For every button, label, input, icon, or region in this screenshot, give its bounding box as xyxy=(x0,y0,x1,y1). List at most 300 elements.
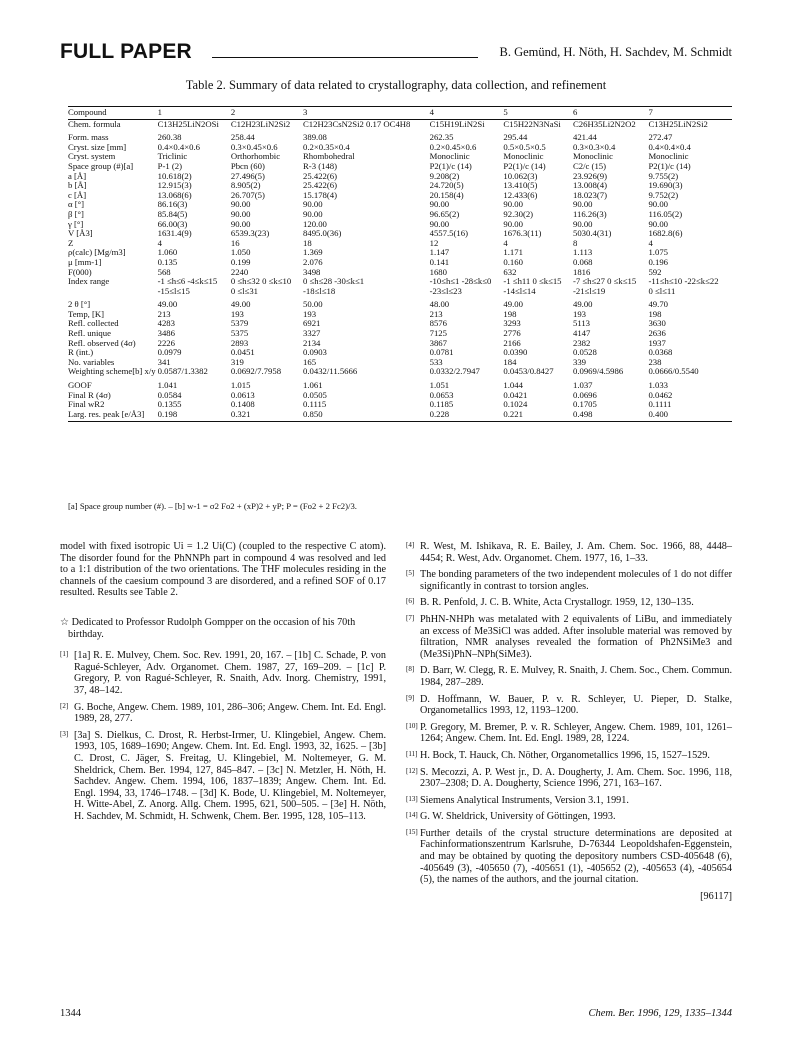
table-cell: 0.0368 xyxy=(648,347,673,358)
table-cell: 0.4×0.4×0.4 xyxy=(648,141,691,152)
table-cell: 193 xyxy=(230,308,244,319)
table-cell: 1.147 xyxy=(429,247,450,258)
table-cell: 25.422(6) xyxy=(303,180,338,191)
table-cell: 1816 xyxy=(572,266,591,277)
row-label: γ [°] xyxy=(68,218,84,229)
table-cell: 2893 xyxy=(230,337,249,348)
table-cell: 0 ≤l≤11 xyxy=(648,285,676,296)
table-cell: 568 xyxy=(157,266,171,277)
table-cell: 2636 xyxy=(648,328,666,339)
table-cell: 5030.4(31) xyxy=(572,228,612,239)
table-cell: Monoclinic xyxy=(572,151,614,162)
table-cell: Rhombohedral xyxy=(303,151,355,162)
table-cell: 0.1355 xyxy=(157,399,182,410)
table-cell: C12H23CsN2Si2 0.17 OC4H8 xyxy=(303,118,411,129)
table-cell: 0.221 xyxy=(503,410,573,422)
table-cell: -15≤l≤15 xyxy=(157,285,190,296)
table-cell: R-3 (148) xyxy=(303,160,338,171)
table-cell: 92.30(2) xyxy=(503,208,534,219)
table-cell: 13.410(5) xyxy=(503,180,538,191)
table-body xyxy=(68,119,732,422)
header-rule xyxy=(212,57,478,58)
table-cell: 0.0979 xyxy=(157,347,182,358)
table-cell: 0.498 xyxy=(573,410,648,422)
table-cell: 2226 xyxy=(157,337,175,348)
table-cell: 0.068 xyxy=(572,256,593,267)
table-cell: 1.369 xyxy=(303,247,323,258)
row-label: V [Å3] xyxy=(68,228,93,239)
table-header-row xyxy=(68,107,732,120)
reference-item xyxy=(60,702,386,725)
table-cell: 13.008(4) xyxy=(572,180,607,191)
table-cell: 2776 xyxy=(503,328,521,339)
table-cell: 9.755(2) xyxy=(648,170,679,181)
row-label: c [Å] xyxy=(68,189,87,200)
header-authors: B. Gemünd, H. Nöth, H. Sachdev, M. Schmidt xyxy=(499,45,732,59)
table-cell: 3293 xyxy=(503,318,521,329)
table-cell: -11≤h≤10 -22≤k≤22 xyxy=(648,276,719,287)
table-cell: 0.0451 xyxy=(230,347,255,358)
table-cell: 2240 xyxy=(230,266,249,277)
reference-list-left xyxy=(60,650,386,822)
table-cell: 0.135 xyxy=(157,256,178,267)
reference-number: [8] xyxy=(406,665,415,674)
table-cell: 15.178(4) xyxy=(303,189,338,200)
table-cell: -7 ≤h≤27 0 ≤k≤15 xyxy=(572,276,637,287)
reference-list-right xyxy=(406,541,732,886)
table-cell: 4 xyxy=(648,237,653,248)
table-cell: 6921 xyxy=(303,318,321,329)
reference-text: G. Boche, Angew. Chem. 1989, 101, 286–306; Angew. Chem. Int. Ed. Engl. 1989, 28, 277. xyxy=(74,701,386,725)
reference-number: [5] xyxy=(406,569,415,578)
reference-number: [13] xyxy=(406,794,418,803)
reference-item xyxy=(406,750,732,762)
table-cell: 18.023(7) xyxy=(572,189,607,200)
page-number: 1344 xyxy=(60,1008,81,1019)
row-label: b [Å] xyxy=(68,180,87,191)
reference-number: [12] xyxy=(406,766,418,775)
table-cell: 9.208(2) xyxy=(429,170,460,181)
reference-text: S. Mecozzi, A. P. West jr., D. A. Dougherty, J. Am. Chem. Soc. 1996, 118, 2307–2308; D. A. Dougherty, Science 1996, 271, 163–167. xyxy=(420,766,732,790)
table-cell: 262.35 xyxy=(429,132,454,143)
table-cell: 6539.3(23) xyxy=(230,228,270,239)
table-cell: 3867 xyxy=(429,337,447,348)
table-cell: 0.198 xyxy=(158,410,231,422)
table-cell: 0.1185 xyxy=(429,399,454,410)
left-column xyxy=(60,541,386,827)
row-label: Cryst. size [mm] xyxy=(68,141,127,152)
table-cell: 96.65(2) xyxy=(429,208,460,219)
table-cell: 90.00 xyxy=(648,199,668,210)
table-cell: 0.0528 xyxy=(572,347,597,358)
table-cell: 1676.3(11) xyxy=(503,228,542,239)
table-cell: 18 xyxy=(303,237,312,248)
table-cell: 421.44 xyxy=(572,132,597,143)
table-cell: 295.44 xyxy=(503,132,528,143)
reference-number: [1] xyxy=(60,650,69,659)
table-cell: 1680 xyxy=(429,266,447,277)
table-cell: 0.1111 xyxy=(648,399,672,410)
table-cell: 165 xyxy=(303,356,317,367)
table-cell: 1.051 xyxy=(429,380,450,391)
table-cell: 0.2×0.45×0.6 xyxy=(429,141,477,152)
row-label: 2 θ [°] xyxy=(68,299,91,310)
reference-text: G. W. Sheldrick, University of Göttingen, 1993. xyxy=(420,811,616,823)
crystallography-table xyxy=(68,106,732,422)
column-header: 1 xyxy=(158,107,231,120)
reference-item xyxy=(406,767,732,790)
table-cell: 5375 xyxy=(230,328,249,339)
table-cell: 25.422(6) xyxy=(303,170,338,181)
table-cell: 49.00 xyxy=(157,299,178,310)
reference-text: The bonding parameters of the two independent molecules of 1 do not differ significantly in contrast to torsion angles. xyxy=(420,569,732,592)
row-label: Final R (4σ) xyxy=(68,389,111,400)
table-cell: 0.0696 xyxy=(572,389,597,400)
table-cell: 2.076 xyxy=(303,256,323,267)
row-label: ρ(calc) [Mg/m3] xyxy=(68,247,126,258)
table-cell: 90.00 xyxy=(303,208,323,219)
table-cell: 533 xyxy=(429,356,443,367)
table-cell: 0 ≤h≤28 -30≤k≤1 xyxy=(303,276,365,287)
row-label: Index range xyxy=(68,276,110,287)
reference-item xyxy=(406,795,732,807)
table-cell: 8495.0(36) xyxy=(303,228,342,239)
table-cell: -23≤l≤23 xyxy=(429,285,462,296)
table-cell: 0.1024 xyxy=(503,399,528,410)
table-cell: 1.037 xyxy=(572,380,593,391)
table-cell: 1.050 xyxy=(230,247,251,258)
table-cell: 7125 xyxy=(429,328,447,339)
table-cell: 3498 xyxy=(303,266,321,277)
table-cell: 86.16(3) xyxy=(157,199,188,210)
table-cell: 0.400 xyxy=(648,410,732,422)
table-cell: 213 xyxy=(157,308,171,319)
table-cell: 1682.8(6) xyxy=(648,228,683,239)
table-cell: 0.0666/0.5540 xyxy=(648,366,699,377)
row-label: Refl. collected xyxy=(68,318,119,329)
row-label: Chem. formula xyxy=(68,118,121,129)
table-cell: 1.041 xyxy=(157,380,178,391)
table-cell: 49.00 xyxy=(572,299,593,310)
table-cell: C2/c (15) xyxy=(572,160,607,171)
table-cell: 0.4×0.4×0.6 xyxy=(157,141,200,152)
table-cell: 24.720(5) xyxy=(429,180,464,191)
table-cell: 4557.5(16) xyxy=(429,228,468,239)
table-cell: C15H22N3NaSi xyxy=(503,118,561,129)
table-cell: 0.0653 xyxy=(429,389,454,400)
row-label: μ [mm-1] xyxy=(68,256,102,267)
row-label: Final wR2 xyxy=(68,399,105,410)
reference-number: [7] xyxy=(406,613,415,622)
row-label: Temp, [K] xyxy=(68,308,105,319)
table-cell: 90.00 xyxy=(303,199,323,210)
reference-text: B. R. Penfold, J. C. B. White, Acta Crystallogr. 1959, 12, 130–135. xyxy=(420,597,694,609)
table-row xyxy=(68,229,732,239)
table-row xyxy=(68,287,732,297)
table-cell: 389.08 xyxy=(303,132,327,143)
table-cell: 8.905(2) xyxy=(230,180,261,191)
body-paragraph: model with fixed isotropic Ui = 1.2 Ui(C) (coupled to the respective C atom). The disorder found for the PhNNPh part in compound 4 was resolved and led to a 1:1 distribution of the two orientations. The THF molecules residing in the channels of the caesium compound 3 are disordered, and a refined SOF of 0.17 resulted. Results see Table 2. xyxy=(60,541,386,599)
table-cell: 116.26(3) xyxy=(572,208,607,219)
table-cell: 49.00 xyxy=(503,299,523,310)
table-cell: 90.00 xyxy=(572,199,593,210)
article-code: [96117] xyxy=(700,890,732,902)
table-cell: 1.015 xyxy=(230,380,251,391)
table-cell: 272.47 xyxy=(648,132,673,143)
table-cell: 26.707(5) xyxy=(230,189,265,200)
reference-text: PhHN-NHPh was metalated with 2 equivalents of LiBu, and immediately an excess of Me3SiCl was added. After insoluble material was removed by filtration, NMR analyses revealed the formation of Ph2NSiMe3 and (Me3Si)PhN–NPh(SiMe3). xyxy=(420,613,732,660)
table-cell: 85.84(5) xyxy=(157,208,188,219)
table-cell: 193 xyxy=(572,308,586,319)
table-cell: 5379 xyxy=(230,318,249,329)
table-cell: 2134 xyxy=(303,337,321,348)
column-header: 3 xyxy=(303,107,430,120)
table-cell: 0.0421 xyxy=(503,389,528,400)
table-cell: 9.752(2) xyxy=(648,189,679,200)
table-cell: 4283 xyxy=(157,318,175,329)
table-cell: 49.00 xyxy=(230,299,251,310)
reference-number: [15] xyxy=(406,827,418,836)
reference-text: D. Hoffmann, W. Bauer, P. v. R. Schleyer, U. Pieper, D. Stalke, Organometallics 1993, 12, 1193–1200. xyxy=(420,693,732,717)
reference-text: Further details of the crystal structure determinations are deposited at Fachinformationszentrum Karlsruhe, D-76344 Leopoldshafen-Eggenstein, and may be obtained by quoting the depository numbers CSD-405648 (6), -405649 (3), -405650 (7), -405651 (1), -405652 (2), -405653 (4), -405654 (5), the names of the authors, and the journal citation. xyxy=(420,827,732,886)
table-cell: 0.228 xyxy=(430,410,504,422)
table-cell: 184 xyxy=(503,356,517,367)
table-cell: 90.00 xyxy=(503,199,523,210)
row-label: β [°] xyxy=(68,208,84,219)
table-cell: 27.496(5) xyxy=(230,170,265,181)
reference-item xyxy=(60,650,386,696)
row-label: Refl. unique xyxy=(68,328,111,339)
section-label: FULL PAPER xyxy=(60,40,192,63)
table-cell: 0.0692/7.7958 xyxy=(230,366,282,377)
table-cell: 0.3×0.3×0.4 xyxy=(572,141,616,152)
table-cell: 0.0332/2.7947 xyxy=(429,366,480,377)
table-cell: 0.0781 xyxy=(429,347,454,358)
table-cell: 48.00 xyxy=(429,299,450,310)
reference-number: [4] xyxy=(406,541,415,549)
table-cell: 0.0432/11.5666 xyxy=(303,366,358,377)
table-cell: 0.0453/0.8427 xyxy=(503,366,554,377)
column-header: 4 xyxy=(430,107,504,120)
table-row xyxy=(68,129,732,143)
reference-number: [10] xyxy=(406,721,418,730)
row-label: Space group (#)[a] xyxy=(68,160,134,171)
table-cell: 90.00 xyxy=(572,218,593,229)
column-header: Compound xyxy=(68,107,158,120)
table-cell: 10.062(3) xyxy=(503,170,538,181)
table-cell: 1631.4(9) xyxy=(157,228,192,239)
row-label: α [°] xyxy=(68,199,84,210)
table-cell: 0.0462 xyxy=(648,389,673,400)
table-cell: 90.00 xyxy=(429,199,450,210)
table-row xyxy=(68,410,732,422)
table-cell: 198 xyxy=(503,308,517,319)
table-cell: 4147 xyxy=(572,328,591,339)
reference-item xyxy=(406,828,732,886)
table-cell: Monoclinic xyxy=(503,151,544,162)
reference-item xyxy=(406,694,732,717)
table-cell: 1.075 xyxy=(648,247,668,258)
reference-item xyxy=(406,569,732,592)
table-cell: 0.1115 xyxy=(303,399,327,410)
row-label: a [Å] xyxy=(68,170,87,181)
table-cell: P2(1)/c (14) xyxy=(503,160,546,171)
table-cell: 0.141 xyxy=(429,256,450,267)
table-cell: 0.196 xyxy=(648,256,668,267)
table-cell: C13H25LiN2OSi xyxy=(157,118,219,129)
table-cell: 20.158(4) xyxy=(429,189,464,200)
column-header: 7 xyxy=(648,107,732,120)
table-cell: 339 xyxy=(572,356,586,367)
table-cell: 0 ≤l≤31 xyxy=(230,285,259,296)
table-cell: 5113 xyxy=(572,318,591,329)
table-cell: 319 xyxy=(230,356,244,367)
table-cell: 260.38 xyxy=(157,132,182,143)
reference-text: R. West, M. Ishikava, R. E. Bailey, J. Am. Chem. Soc. 1966, 88, 4448–4454; R. West, Adv. Organomet. Chem. 1977, 16, 1–33. xyxy=(420,541,732,564)
reference-item xyxy=(406,541,732,564)
table-cell: 0.0584 xyxy=(157,389,182,400)
table-cell: 0.0505 xyxy=(303,389,327,400)
table-cell: 50.00 xyxy=(303,299,323,310)
row-label: Weighting scheme[b] x/y xyxy=(68,366,156,377)
table-row xyxy=(68,367,732,377)
table-cell: -10≤h≤1 -28≤k≤0 xyxy=(429,276,492,287)
reference-text: P. Gregory, M. Bremer, P. v. R. Schleyer, Angew. Chem. 1989, 101, 1261–1264; Angew. Chem. Int. Ed. Engl. 1989, 28, 1224. xyxy=(420,721,732,745)
row-label: Cryst. system xyxy=(68,151,116,162)
reference-item xyxy=(406,614,732,660)
table-cell: 1.171 xyxy=(503,247,523,258)
table-cell: 592 xyxy=(648,266,662,277)
table-cell: 90.00 xyxy=(230,199,251,210)
table-cell: -14≤l≤14 xyxy=(503,285,536,296)
row-label: Refl. observed (4σ) xyxy=(68,337,136,348)
page-header xyxy=(60,40,732,64)
reference-item xyxy=(406,722,732,745)
table-cell: C15H19LiN2Si xyxy=(429,118,485,129)
table-cell: P2(1)/c (14) xyxy=(429,160,472,171)
table-cell: 90.00 xyxy=(503,218,523,229)
table-row xyxy=(68,296,732,310)
table-cell: 0.3×0.45×0.6 xyxy=(230,141,278,152)
table-cell: C26H35Li2N2O2 xyxy=(572,118,636,129)
table-cell: 0.199 xyxy=(230,256,251,267)
table-cell: 341 xyxy=(157,356,171,367)
table-cell: 0.2×0.35×0.4 xyxy=(303,141,350,152)
table-cell: C13H25LiN2Si2 xyxy=(648,118,708,129)
table-cell: 0.160 xyxy=(503,256,523,267)
table-footnote: [a] Space group number (#). – [b] w-1 = σ2 Fo2 + (xP)2 + yP; P = (Fo2 + 2 Fc2)/3. xyxy=(68,501,357,511)
table-cell: 0.0969/4.5986 xyxy=(572,366,624,377)
table-cell: 90.00 xyxy=(230,208,251,219)
reference-item xyxy=(60,730,386,823)
table-cell: P2(1)/c (14) xyxy=(648,160,691,171)
reference-number: [14] xyxy=(406,811,418,820)
table-cell: 90.00 xyxy=(429,218,450,229)
table-cell: 193 xyxy=(303,308,317,319)
right-column xyxy=(406,541,732,902)
reference-text: H. Bock, T. Hauck, Ch. Nöther, Organometallics 1996, 15, 1527–1529. xyxy=(420,749,710,761)
column-header: 2 xyxy=(231,107,303,120)
table-cell: 238 xyxy=(648,356,662,367)
reference-number: [3] xyxy=(60,729,69,738)
table-cell: 1.060 xyxy=(157,247,178,258)
row-label: Larg. res. peak [e/Å3] xyxy=(68,410,158,422)
table-caption: Table 2. Summary of data related to crystallography, data collection, and refinement xyxy=(185,78,607,92)
table-row xyxy=(68,377,732,391)
table-cell: 258.44 xyxy=(230,132,255,143)
table-row xyxy=(68,119,732,129)
table-cell: 0.1705 xyxy=(572,399,597,410)
reference-text: D. Barr, W. Clegg, R. E. Mulvey, R. Snaith, J. Chem. Soc., Chem. Commun. 1984, 287–289. xyxy=(420,665,732,688)
row-label: GOOF xyxy=(68,380,92,391)
table-cell: 632 xyxy=(503,266,517,277)
reference-number: [6] xyxy=(406,597,415,606)
row-label: R (int.) xyxy=(68,347,94,358)
table-cell: -1 ≤h≤6 -4≤k≤15 xyxy=(157,276,218,287)
table-cell: 116.05(2) xyxy=(648,208,683,219)
table-cell: 2166 xyxy=(503,337,521,348)
table-cell: 3327 xyxy=(303,328,321,339)
row-label: F(000) xyxy=(68,266,92,277)
row-label: No. variables xyxy=(68,356,115,367)
row-label: Form. mass xyxy=(68,132,109,143)
reference-item xyxy=(406,811,732,823)
table-cell: 2382 xyxy=(572,337,591,348)
reference-number: [9] xyxy=(406,693,415,702)
table-cell: 213 xyxy=(429,308,443,319)
table-cell: 1.061 xyxy=(303,380,323,391)
table-cell: 13.068(6) xyxy=(157,189,192,200)
table-cell: 66.00(3) xyxy=(157,218,188,229)
table-cell: 198 xyxy=(648,308,662,319)
table-cell: 0.5×0.5×0.5 xyxy=(503,141,546,152)
table-cell: 16 xyxy=(230,237,240,248)
row-label xyxy=(68,287,158,297)
table-cell: 3486 xyxy=(157,328,175,339)
table-cell: 0.0587/1.3382 xyxy=(157,366,208,377)
table-cell: 0.0390 xyxy=(503,347,528,358)
table-cell: 4 xyxy=(503,237,508,248)
table-cell: 90.00 xyxy=(230,218,251,229)
table-cell: 1.044 xyxy=(503,380,523,391)
table-cell: 0.0613 xyxy=(230,389,255,400)
table-cell: 1.113 xyxy=(572,247,593,258)
table-cell: 1937 xyxy=(648,337,666,348)
table-cell: Pbcn (60) xyxy=(230,160,265,171)
reference-item xyxy=(406,665,732,688)
table-cell: 0.0903 xyxy=(303,347,327,358)
table-cell: P-1 (2) xyxy=(157,160,182,171)
table-cell: Monoclinic xyxy=(429,151,470,162)
table-cell: 8 xyxy=(572,237,578,248)
table-cell: Orthorhombic xyxy=(230,151,281,162)
table-cell: 12.433(6) xyxy=(503,189,538,200)
table-cell: 0.850 xyxy=(303,410,430,422)
table-cell: 120.00 xyxy=(303,218,327,229)
table-cell: 0.321 xyxy=(231,410,303,422)
journal-citation: Chem. Ber. 1996, 129, 1335–1344 xyxy=(588,1008,732,1019)
table-cell: Monoclinic xyxy=(648,151,689,162)
reference-text: [1a] R. E. Mulvey, Chem. Soc. Rev. 1991, 20, 167. – [1b] C. Schade, P. von Ragué-Schleyer, Adv. Organomet. Chem. 1987, 27, 169–209. – [1c] P. Gregory, P. von Ragué-Schleyer, R. Snaith, Adv. Inorg. Chemistry, 1991, 37, 48–142. xyxy=(74,650,386,696)
table-cell: -18≤l≤18 xyxy=(303,285,336,296)
table-cell: 12 xyxy=(429,237,439,248)
table-cell: 0 ≤h≤32 0 ≤k≤10 xyxy=(230,276,292,287)
table-cell: 1.033 xyxy=(648,380,668,391)
reference-text: Siemens Analytical Instruments, Version 3.1, 1991. xyxy=(420,794,629,806)
table-cell: 3630 xyxy=(648,318,666,329)
table-cell: 90.00 xyxy=(648,218,668,229)
table-cell: 0.1408 xyxy=(230,399,255,410)
